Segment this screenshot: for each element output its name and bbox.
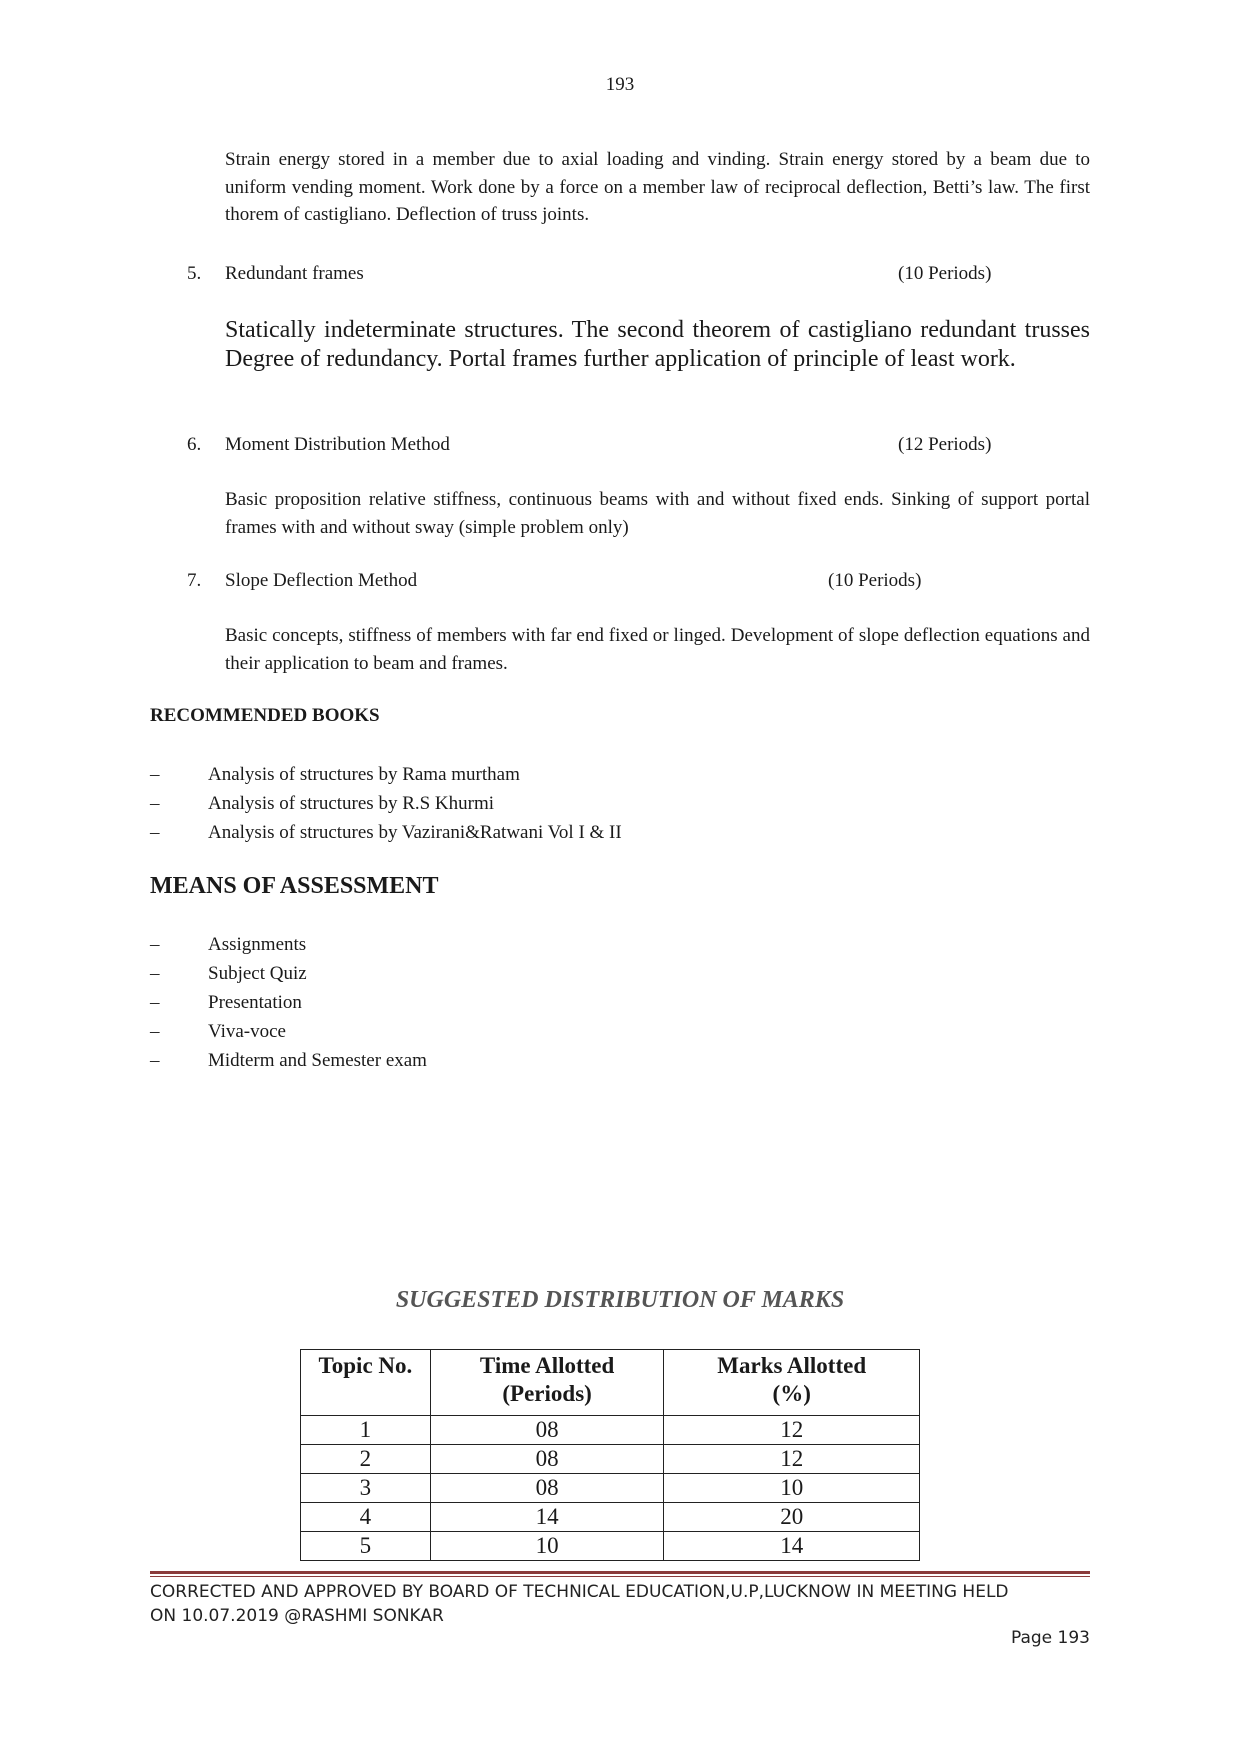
dash-bullet: – xyxy=(150,793,160,814)
section-7-description: Basic concepts, stiffness of members with far end fixed or linged. Development of slope deflection equations and their application to beam and frames. xyxy=(225,625,1090,674)
footer-divider-thin xyxy=(150,1576,1090,1577)
list-item: – Subject Quiz xyxy=(150,959,950,988)
intro-paragraph: Strain energy stored in a member due to axial loading and vinding. Strain energy stored by a beam due to uniform vending moment. Work done by a force on a member law of reciprocal deflection, Betti’s law. The first thorem of castigliano. Deflection of truss joints. xyxy=(225,149,1090,225)
dash-bullet: – xyxy=(150,1021,160,1042)
dash-bullet: – xyxy=(150,764,160,785)
list-item: – Midterm and Semester exam xyxy=(150,1046,950,1075)
list-item: – Presentation xyxy=(150,988,950,1017)
column-header-marks: Marks Allotted (%) xyxy=(664,1350,920,1416)
column-header-topic: Topic No. xyxy=(301,1350,431,1416)
assessment-heading: MEANS OF ASSESSMENT xyxy=(150,873,439,899)
table-header-row xyxy=(301,1350,920,1416)
section-title: Slope Deflection Method xyxy=(225,570,418,591)
section-5-heading xyxy=(187,260,1087,288)
footer-divider xyxy=(150,1571,1090,1574)
section-5-description: Statically indeterminate structures. The second theorem of castigliano redundant trusses Degree of redundancy. Portal frames further application of principle of least work. xyxy=(225,317,1090,372)
marks-table-title: SUGGESTED DISTRIBUTION OF MARKS xyxy=(395,1287,845,1313)
footer-approval-note: CORRECTED AND APPROVED BY BOARD OF TECHNICAL EDUCATION,U.P,LUCKNOW IN MEETING HELD ON 10.07.2019 @RASHMI SONKAR xyxy=(150,1582,1009,1626)
list-item: – Analysis of structures by Rama murtham xyxy=(150,760,950,789)
section-6-heading xyxy=(187,431,1087,459)
marks-distribution-table xyxy=(300,1349,920,1561)
section-title: Redundant frames xyxy=(225,263,364,284)
list-item: – Analysis of structures by R.S Khurmi xyxy=(150,789,950,818)
dash-bullet: – xyxy=(150,963,160,984)
section-number: 7. xyxy=(187,570,202,591)
dash-bullet: – xyxy=(150,934,160,955)
table-row: 2 08 12 xyxy=(301,1445,920,1474)
column-header-time: Time Allotted (Periods) xyxy=(430,1350,664,1416)
list-item: – Analysis of structures by Vazirani&Ratwani Vol I & II xyxy=(150,818,950,847)
dash-bullet: – xyxy=(150,822,160,843)
recommended-books-list xyxy=(150,760,950,847)
dash-bullet: – xyxy=(150,1050,160,1071)
section-periods: (10 Periods) xyxy=(828,570,922,591)
footer-page-number: Page 193 xyxy=(1010,1628,1090,1648)
section-periods: (10 Periods) xyxy=(898,263,992,284)
table-row: 1 08 12 xyxy=(301,1416,920,1445)
dash-bullet: – xyxy=(150,992,160,1013)
table-row: 3 08 10 xyxy=(301,1474,920,1503)
section-periods: (12 Periods) xyxy=(898,434,992,455)
recommended-books-heading: RECOMMENDED BOOKS xyxy=(150,705,380,726)
section-title: Moment Distribution Method xyxy=(225,434,450,455)
section-7-heading xyxy=(187,567,1087,595)
table-row: 5 10 14 xyxy=(301,1532,920,1561)
section-number: 5. xyxy=(187,263,202,284)
page-number: 193 xyxy=(605,74,635,95)
list-item: – Viva-voce xyxy=(150,1017,950,1046)
table-row: 4 14 20 xyxy=(301,1503,920,1532)
section-6-description: Basic proposition relative stiffness, continuous beams with and without fixed ends. Sinking of support portal frames with and without sway (simple problem only) xyxy=(225,489,1090,538)
section-number: 6. xyxy=(187,434,202,455)
assessment-list xyxy=(150,930,950,1075)
list-item: – Assignments xyxy=(150,930,950,959)
